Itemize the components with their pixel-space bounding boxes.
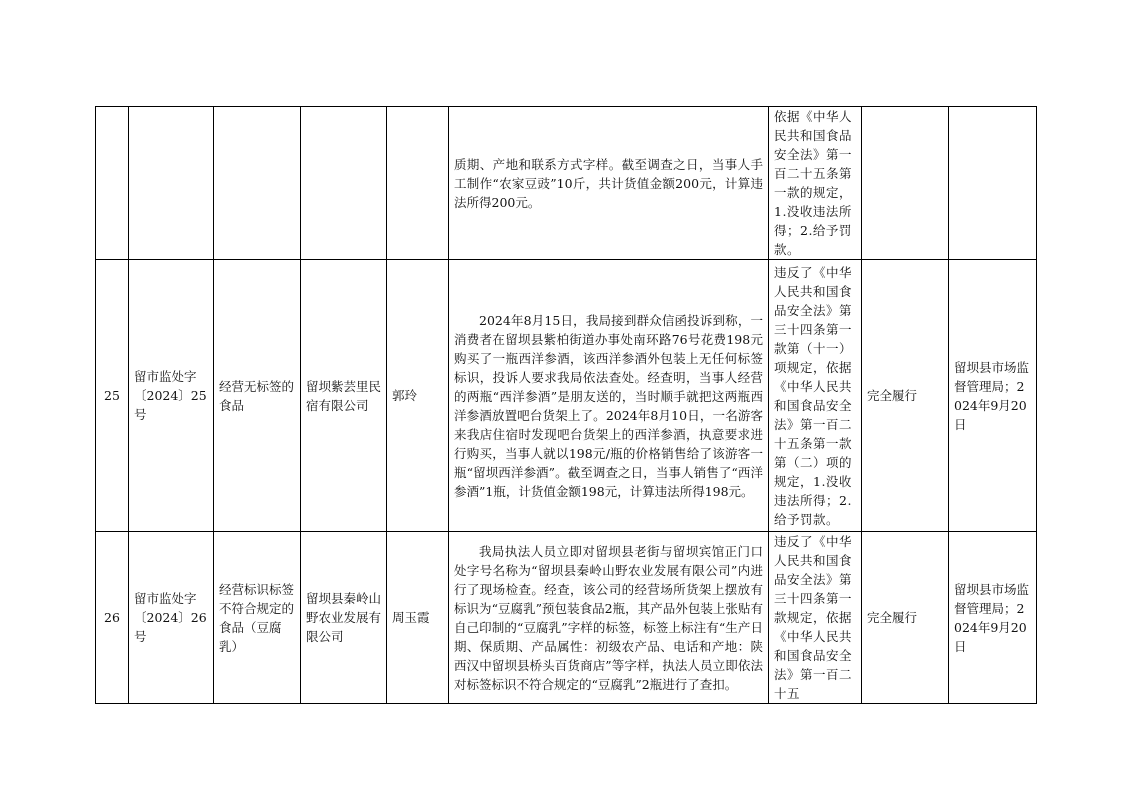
penalty-authority: 留坝县市场监督管理局；2024年9月20日: [949, 532, 1037, 704]
table-row: [96, 107, 1037, 260]
penalty-basis: 违反了《中华人民共和国食品安全法》第三十四条第一款第（十一）项规定，依据《中华人民共和国食品安全法》第一百二十五条第一款第（二）项的规定，1.没收违法所得；2.给予罚款。: [769, 260, 862, 532]
penalty-basis: 依据《中华人民共和国食品安全法》第一百二十五条第一款的规定，1.没收违法所得；2.给予罚款。: [769, 107, 862, 260]
legal-representative: [387, 107, 449, 260]
penalty-authority: [949, 107, 1037, 260]
violation-facts: 我局执法人员立即对留坝县老街与留坝宾馆正门口处字号名称为“留坝县秦岭山野农业发展有限公司”内进行了现场检查。经查，该公司的经营场所货架上摆放有标识为“豆腐乳”预包装食品2瓶，其产品外包装上张贴有自己印制的“豆腐乳”字样的标签，标签上标注有“生产日期、保质期、产品属性：初级农产品、电话和产地：陕西汉中留坝县桥头百货商店”等字样，执法人员立即依法对标签标识不符合规定的“豆腐乳”2瓶进行了查扣。: [449, 532, 769, 704]
penalty-table: [95, 106, 1037, 704]
row-index: [96, 107, 129, 260]
case-name: 经营标识标签不符合规定的食品（豆腐乳）: [214, 532, 301, 704]
performance-status: 完全履行: [862, 260, 949, 532]
decision-number: 留市监处字〔2024〕26号: [129, 532, 214, 704]
case-name: [214, 107, 301, 260]
row-index: 25: [96, 260, 129, 532]
decision-number: 留市监处字〔2024〕25号: [129, 260, 214, 532]
performance-status: 完全履行: [862, 532, 949, 704]
table-row: [96, 260, 1037, 532]
row-index: 26: [96, 532, 129, 704]
penalty-basis: 违反了《中华人民共和国食品安全法》第三十四条第一款规定，依据《中华人民共和国食品安全法》第一百二十五: [769, 532, 862, 704]
legal-representative: 周玉霞: [387, 532, 449, 704]
party-name: 留坝县秦岭山野农业发展有限公司: [301, 532, 387, 704]
legal-representative: 郭玲: [387, 260, 449, 532]
party-name: [301, 107, 387, 260]
party-name: 留坝紫芸里民宿有限公司: [301, 260, 387, 532]
decision-number: [129, 107, 214, 260]
violation-facts: 质期、产地和联系方式字样。截至调查之日，当事人手工制作“农家豆豉”10斤，共计货值金额200元，计算违法所得200元。: [449, 107, 769, 260]
table-row: [96, 532, 1037, 704]
violation-facts: 2024年8月15日，我局接到群众信函投诉到称，一消费者在留坝县紫柏街道办事处南环路76号花费198元购买了一瓶西洋参酒，该西洋参酒外包装上无任何标签标识，投诉人要求我局依法查处。经查明，当事人经营的两瓶“西洋参酒”是朋友送的，当时顺手就把这两瓶西洋参酒放置吧台货架上了。2024年8月10日，一名游客来我店住宿时发现吧台货架上的西洋参酒，执意要求进行购买，当事人就以198元/瓶的价格销售给了该游客一瓶“留坝西洋参酒”。截至调查之日，当事人销售了“西洋参酒”1瓶，计货值金额198元，计算违法所得198元。: [449, 260, 769, 532]
case-name: 经营无标签的食品: [214, 260, 301, 532]
performance-status: [862, 107, 949, 260]
penalty-authority: 留坝县市场监督管理局；2024年9月20日: [949, 260, 1037, 532]
